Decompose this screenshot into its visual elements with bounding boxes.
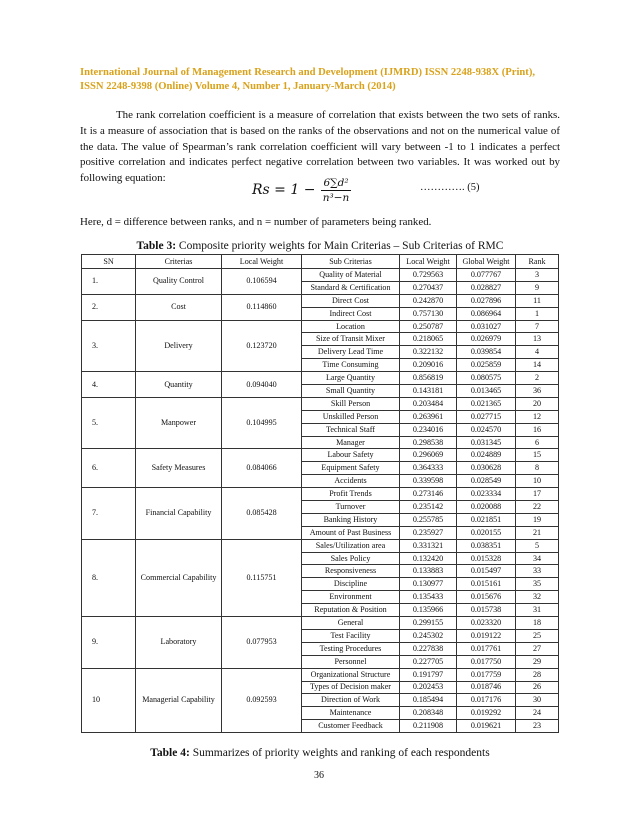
journal-header [80,66,560,94]
sub-criteria-cell: Sales Policy [302,552,400,565]
rank-cell: 34 [516,552,559,565]
sub-criteria-cell: Organizational Structure [302,668,400,681]
criteria-cell: Laboratory [136,617,222,669]
sub-criteria-cell: Location [302,320,400,333]
sub-criteria-cell: Types of Decision maker [302,681,400,694]
sn-cell: 9. [82,617,136,669]
rank-cell: 17 [516,488,559,501]
rank-cell: 3 [516,269,559,282]
global-weight-cell: 0.027896 [457,294,516,307]
criteria-weight-cell: 0.085428 [222,488,302,540]
rank-cell: 19 [516,513,559,526]
sub-local-weight-cell: 0.209016 [400,359,457,372]
rank-cell: 26 [516,681,559,694]
sub-local-weight-cell: 0.298538 [400,436,457,449]
rank-cell: 13 [516,333,559,346]
rank-cell: 24 [516,707,559,720]
criteria-cell: Safety Measures [136,449,222,488]
table-row [82,397,559,410]
table-header-row [82,255,559,269]
sub-criteria-cell: Direct Cost [302,294,400,307]
criteria-cell: Quantity [136,372,222,398]
table-4-caption-text: Summarizes of priority weights and ranking of each respondents [189,747,490,759]
sub-local-weight-cell: 0.729563 [400,269,457,282]
sn-cell: 3. [82,320,136,372]
rank-cell: 1 [516,307,559,320]
table-row [82,539,559,552]
table-row [82,449,559,462]
rank-cell: 22 [516,501,559,514]
global-weight-cell: 0.080575 [457,372,516,385]
criteria-weight-cell: 0.123720 [222,320,302,372]
table-row [82,294,559,307]
global-weight-cell: 0.027715 [457,410,516,423]
sub-local-weight-cell: 0.202453 [400,681,457,694]
sub-criteria-cell: Unskilled Person [302,410,400,423]
sub-criteria-cell: Profit Trends [302,488,400,501]
body-paragraph-text: The rank correlation coefficient is a measure of correlation that exists between the two sets of ranks. It is a measure of association that is based on the ranks of the observations and not on the numerical value of the data. The value of Spearman’s rank correlation coefficient will vary between -1 to 1 indicates a perfect positive correlation and indicates perfect negative correlation between two variables. It was worked out by following equation: [80,109,560,185]
global-weight-cell: 0.038351 [457,539,516,552]
rank-cell: 18 [516,617,559,630]
sub-local-weight-cell: 0.185494 [400,694,457,707]
rank-cell: 35 [516,578,559,591]
sub-criteria-cell: Maintenance [302,707,400,720]
sub-local-weight-cell: 0.339598 [400,475,457,488]
rank-cell: 10 [516,475,559,488]
table-4-caption [80,747,560,759]
sub-criteria-cell: Direction of Work [302,694,400,707]
sub-local-weight-cell: 0.245302 [400,629,457,642]
sub-local-weight-cell: 0.273146 [400,488,457,501]
header-rank: Rank [516,255,559,269]
sub-criteria-cell: Environment [302,591,400,604]
rank-cell: 11 [516,294,559,307]
rank-cell: 8 [516,462,559,475]
rank-cell: 33 [516,565,559,578]
global-weight-cell: 0.024570 [457,423,516,436]
sn-cell: 10 [82,668,136,732]
header-sub-local-weight: Local Weight [400,255,457,269]
header-sn: SN [82,255,136,269]
sub-criteria-cell: Skill Person [302,397,400,410]
global-weight-cell: 0.015497 [457,565,516,578]
criteria-cell: Managerial Capability [136,668,222,732]
global-weight-cell: 0.077767 [457,269,516,282]
rank-cell: 14 [516,359,559,372]
criteria-weight-cell: 0.114860 [222,294,302,320]
rank-cell: 20 [516,397,559,410]
sub-criteria-cell: Sales/Utilization area [302,539,400,552]
rank-cell: 29 [516,655,559,668]
criteria-weight-cell: 0.092593 [222,668,302,732]
rank-cell: 36 [516,385,559,398]
sub-criteria-cell: Quality of Material [302,269,400,282]
sub-local-weight-cell: 0.263961 [400,410,457,423]
rank-cell: 30 [516,694,559,707]
criteria-cell: Manpower [136,397,222,449]
sub-local-weight-cell: 0.250787 [400,320,457,333]
sub-criteria-cell: Labour Safety [302,449,400,462]
definition-text: Here, d = difference between ranks, and n = number of parameters being ranked. [80,216,432,228]
sub-local-weight-cell: 0.242870 [400,294,457,307]
sub-local-weight-cell: 0.322132 [400,346,457,359]
global-weight-cell: 0.017759 [457,668,516,681]
sub-criteria-cell: Delivery Lead Time [302,346,400,359]
criteria-weight-cell: 0.106594 [222,269,302,295]
table-row [82,320,559,333]
global-weight-cell: 0.019292 [457,707,516,720]
sub-local-weight-cell: 0.133883 [400,565,457,578]
sub-local-weight-cell: 0.235142 [400,501,457,514]
criteria-weight-cell: 0.077953 [222,617,302,669]
priority-weights-table [81,254,559,733]
table-3-caption [80,240,560,252]
rank-cell: 6 [516,436,559,449]
journal-header-line-1: International Journal of Management Research and Development (IJMRD) ISSN 2248-938X (Print), [80,67,536,78]
global-weight-cell: 0.020088 [457,501,516,514]
sub-local-weight-cell: 0.364333 [400,462,457,475]
global-weight-cell: 0.028827 [457,281,516,294]
sub-criteria-cell: Discipline [302,578,400,591]
sn-cell: 6. [82,449,136,488]
sub-local-weight-cell: 0.235927 [400,526,457,539]
equation-lhs: Rs = 1 − [252,182,316,198]
sub-criteria-cell: Testing Procedures [302,642,400,655]
global-weight-cell: 0.017176 [457,694,516,707]
rank-cell: 5 [516,539,559,552]
sub-local-weight-cell: 0.135433 [400,591,457,604]
sub-local-weight-cell: 0.143181 [400,385,457,398]
table-row [82,269,559,282]
journal-header-line-2: ISSN 2248-9398 (Online) Volume 4, Number 1, January-March (2014) [80,81,396,92]
table-row [82,372,559,385]
sub-local-weight-cell: 0.227705 [400,655,457,668]
global-weight-cell: 0.023334 [457,488,516,501]
criteria-weight-cell: 0.104995 [222,397,302,449]
sub-local-weight-cell: 0.203484 [400,397,457,410]
rank-cell: 31 [516,604,559,617]
sn-cell: 1. [82,269,136,295]
rank-cell: 25 [516,629,559,642]
global-weight-cell: 0.039854 [457,346,516,359]
sn-cell: 8. [82,539,136,616]
rank-cell: 16 [516,423,559,436]
rank-cell: 7 [516,320,559,333]
global-weight-cell: 0.019122 [457,629,516,642]
sub-criteria-cell: Technical Staff [302,423,400,436]
sub-criteria-cell: Responsiveness [302,565,400,578]
sub-local-weight-cell: 0.331321 [400,539,457,552]
sub-local-weight-cell: 0.296069 [400,449,457,462]
table-3-caption-text: Composite priority weights for Main Criterias – Sub Criterias of RMC [176,240,504,252]
global-weight-cell: 0.017750 [457,655,516,668]
criteria-weight-cell: 0.115751 [222,539,302,616]
sub-criteria-cell: Small Quantity [302,385,400,398]
table-4-caption-label: Table 4: [150,747,190,759]
global-weight-cell: 0.018746 [457,681,516,694]
global-weight-cell: 0.031027 [457,320,516,333]
sub-criteria-cell: Turnover [302,501,400,514]
global-weight-cell: 0.015676 [457,591,516,604]
rank-cell: 21 [516,526,559,539]
page-number: 36 [314,770,324,781]
rank-cell: 27 [516,642,559,655]
global-weight-cell: 0.028549 [457,475,516,488]
table-row [82,617,559,630]
sub-criteria-cell: Reputation & Position [302,604,400,617]
sn-cell: 2. [82,294,136,320]
table-body [82,269,559,733]
sub-criteria-cell: Size of Transit Mixer [302,333,400,346]
global-weight-cell: 0.024889 [457,449,516,462]
equation-number: …………. (5) [420,182,480,193]
rank-cell: 23 [516,720,559,733]
equation-denominator: n³−n [322,191,350,204]
sn-cell: 4. [82,372,136,398]
sub-criteria-cell: Time Consuming [302,359,400,372]
header-sub-criterias: Sub Criterias [302,255,400,269]
rank-cell: 28 [516,668,559,681]
sub-local-weight-cell: 0.757130 [400,307,457,320]
table-row [82,488,559,501]
sub-criteria-cell: Indirect Cost [302,307,400,320]
rank-cell: 4 [516,346,559,359]
header-local-weight: Local Weight [222,255,302,269]
sub-local-weight-cell: 0.856819 [400,372,457,385]
global-weight-cell: 0.017761 [457,642,516,655]
global-weight-cell: 0.015161 [457,578,516,591]
sub-local-weight-cell: 0.135966 [400,604,457,617]
header-global-weight: Global Weight [457,255,516,269]
sub-criteria-cell: Standard & Certification [302,281,400,294]
criteria-weight-cell: 0.094040 [222,372,302,398]
global-weight-cell: 0.025859 [457,359,516,372]
criteria-cell: Delivery [136,320,222,372]
sub-criteria-cell: General [302,617,400,630]
sub-local-weight-cell: 0.132420 [400,552,457,565]
global-weight-cell: 0.013465 [457,385,516,398]
table-3-caption-label: Table 3: [136,240,177,252]
sub-local-weight-cell: 0.270437 [400,281,457,294]
criteria-cell: Quality Control [136,269,222,295]
global-weight-cell: 0.015738 [457,604,516,617]
global-weight-cell: 0.026979 [457,333,516,346]
global-weight-cell: 0.086964 [457,307,516,320]
global-weight-cell: 0.021365 [457,397,516,410]
sn-cell: 7. [82,488,136,540]
global-weight-cell: 0.015328 [457,552,516,565]
criteria-cell: Cost [136,294,222,320]
sub-local-weight-cell: 0.191797 [400,668,457,681]
rank-cell: 32 [516,591,559,604]
global-weight-cell: 0.030628 [457,462,516,475]
sub-local-weight-cell: 0.227838 [400,642,457,655]
sub-local-weight-cell: 0.208348 [400,707,457,720]
equation-fraction [321,177,350,204]
sub-criteria-cell: Personnel [302,655,400,668]
sub-criteria-cell: Customer Feedback [302,720,400,733]
rank-cell: 9 [516,281,559,294]
table-row [82,668,559,681]
spearman-equation [80,170,560,210]
criteria-cell: Commercial Capability [136,539,222,616]
global-weight-cell: 0.023320 [457,617,516,630]
criteria-cell: Financial Capability [136,488,222,540]
rank-cell: 15 [516,449,559,462]
global-weight-cell: 0.019621 [457,720,516,733]
sub-criteria-cell: Equipment Safety [302,462,400,475]
criteria-weight-cell: 0.084066 [222,449,302,488]
sub-local-weight-cell: 0.211908 [400,720,457,733]
sub-criteria-cell: Accidents [302,475,400,488]
sub-local-weight-cell: 0.130977 [400,578,457,591]
sub-criteria-cell: Test Facility [302,629,400,642]
sub-criteria-cell: Amount of Past Business [302,526,400,539]
sub-local-weight-cell: 0.299155 [400,617,457,630]
global-weight-cell: 0.031345 [457,436,516,449]
sub-criteria-cell: Banking History [302,513,400,526]
rank-cell: 12 [516,410,559,423]
global-weight-cell: 0.021851 [457,513,516,526]
global-weight-cell: 0.020155 [457,526,516,539]
sub-local-weight-cell: 0.234016 [400,423,457,436]
equation-numerator: 6∑d² [323,176,349,189]
sn-cell: 5. [82,397,136,449]
header-criterias: Criterias [136,255,222,269]
equation-expression [252,170,351,210]
sub-criteria-cell: Large Quantity [302,372,400,385]
rank-cell: 2 [516,372,559,385]
sub-criteria-cell: Manager [302,436,400,449]
sub-local-weight-cell: 0.255785 [400,513,457,526]
sub-local-weight-cell: 0.218065 [400,333,457,346]
